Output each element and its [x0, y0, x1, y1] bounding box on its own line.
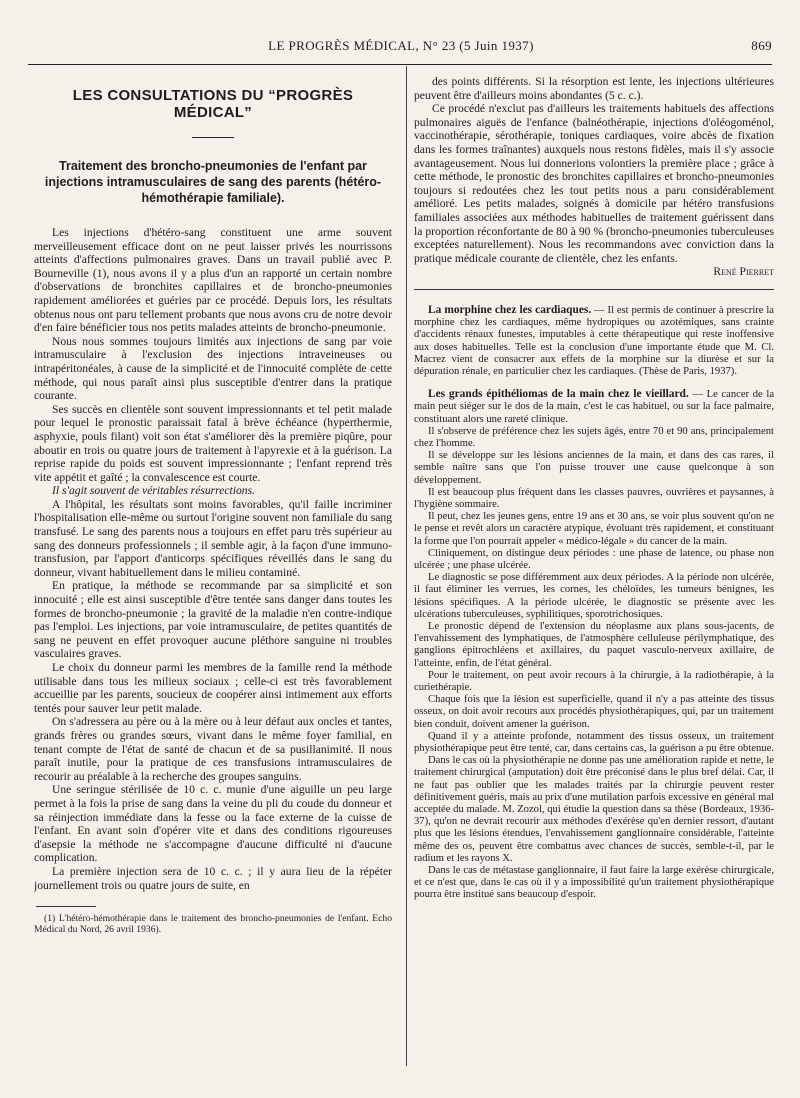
- paragraph: Le choix du donneur parmi les membres de la famille rend la méthode utilisable dans tous les milieux sociaux ; celle-ci est très favorablement accueillie par les parents, soucieux de coopérer ainsi intimement aux efforts tentés pour sauver leur petit malade.: [34, 661, 392, 715]
- note-heading: La morphine chez les cardiaques.: [428, 303, 592, 316]
- paragraph: Les injections d'hétéro-sang constituent une arme souvent merveilleusement efficace dont on ne peut laisser privés les nourrissons atteints d'affections pulmonaires graves. Dans un travail publié avec P. Bourneville (1), nous avons il y a plus d'un an rapporté un certain nombre d'observations de bronchites capillaires et de broncho-pneumonies rapidement améliorées et guéries par ce procédé. Depuis lors, les résultats obtenus nous ont paru tellement probants que nous avons cru de notre devoir d'en faire bénéficier tous nos petits malades atteints de broncho-pneumonie.: [34, 226, 392, 335]
- paragraph: On s'adressera au père ou à la mère ou à leur défaut aux oncles et tantes, grands frères ou grandes sœurs, vivant dans le même foyer familial, en tenant compte de l'état de santé de chacun et de sa pusillanimité. Il nous paraît inutile, pour la pratique de ces transfusions intramusculaires de recourir au préalable à la recherche des groupes sanguins.: [34, 715, 392, 783]
- title-rule: [192, 137, 234, 138]
- note-epitheliomas: [414, 388, 774, 426]
- note-morphine: [414, 304, 774, 378]
- paragraph-italic: [34, 484, 392, 498]
- running-title: LE PROGRÈS MÉDICAL, N° 23 (5 Juin 1937): [268, 38, 534, 53]
- paragraph: Le diagnostic se pose différemment aux deux périodes. A la période non ulcérée, il faut éliminer les verrues, les cornes, les chéloïdes, les tumeurs bénignes, les lésions spécifiques. A la période ulcérée, le diagnostic se présente avec les ulcérations tuberculeuses, syphilitiques, sporotrichosiques.: [414, 572, 774, 620]
- paragraph-italic-text: Il s'agit souvent de véritables résurrections.: [52, 484, 255, 498]
- right-column: [414, 75, 774, 1075]
- paragraph: En pratique, la méthode se recommande par sa simplicité et son innocuité ; elle est ainsi susceptible d'être tentée sans danger dans toutes les formes de broncho-pneumonie ; la gravité de la maladie n'en contre-indique pas l'emploi. Les injections, par voie intramusculaire, de petites quantités de sang ne peuvent en effet provoquer aucune pléthore sanguine ni troubles vasculaires graves.: [34, 579, 392, 661]
- paragraph: Cliniquement, on distingue deux périodes : une phase de latence, ou phase non ulcérée ; une phase ulcérée.: [414, 547, 774, 571]
- paragraph: Il est beaucoup plus fréquent dans les classes pauvres, ouvrières et paysannes, à l'hygiène sommaire.: [414, 486, 774, 510]
- paragraph: des points différents. Si la résorption est lente, les injections ultérieures peuvent être d'ailleurs moins abondantes (5 c. c.).: [414, 75, 774, 102]
- paragraph: Une seringue stérilisée de 10 c. c. munie d'une aiguille un peu large permet à la fois la prise de sang dans la veine du pli du coude du donneur et sa réinjection immédiate dans la fesse ou la face externe de la cuisse de l'enfant. En avant soin d'opérer vite et dans des conditions rigoureuses d'asepsie la méthode ne s'accompagne d'aucune difficulté ni d'aucune complication.: [34, 783, 392, 865]
- paragraph: A l'hôpital, les résultats sont moins favorables, qu'il faille incriminer l'hospitalisation elle-même ou surtout l'origine souvent non familiale du sang transfusé. Le sang des parents nous a toujours en effet paru très supérieur au sang des donneurs professionnels ; il semble agir, à la façon d'une immuno-transfusion, par l'apport d'anticorps spécifiques réveillés dans le sang du donneur, vivant habituellement dans le milieu contaminé.: [34, 497, 392, 579]
- paragraph: Chaque fois que la lésion est superficielle, quand il n'y a pas atteinte des tissus osseux, on doit avoir recours aux procédés physiothérapiques, qui, par un traitement bien conduit, doivent amener la guérison.: [414, 694, 774, 730]
- paragraph: Il s'observe de préférence chez les sujets âgés, entre 70 et 90 ans, principalement chez l'homme.: [414, 425, 774, 449]
- spacer: [414, 378, 774, 388]
- paragraph: Dans le cas où la physiothérapie ne donne pas une amélioration rapide et nette, le traitement chirurgical (amputation) doit être préconisé dans le plus bref délai. Car, il ne faut pas oublier que les malades traités par la chirurgie peuvent rester définitivement guéris, mais au prix d'une mutilation parfois excessive en général mal acceptée du malade. M. Zozol, qui étudie la question dans sa thèse (Bordeaux, 1936-37), qu'on ne devrait recourir aux méthodes d'exérèse qu'en dernier ressort, d'autant plus que les lésions étendues, l'envahissement ganglionnaire considérable, l'atteinte même des os, peuvent être combattus avec chances de succès, semble-t-il, par le radium et les rayons X.: [414, 755, 774, 864]
- note-text: — Il est permis de continuer à prescrire la morphine chez les cardiaques, même hydropiques ou azotémiques, sans crainte d'accidents rénaux funestes, imputables à cette thérapeutique qui reste inoffensive aux doses habituelles. Telle est la conclusion d'une importante étude que M. Cl. Macrez vient de consacrer aux effets de la morphine sur la diurèse et sur la dépuration rénale, en particulier chez les cardiaques. (Thèse de Paris, 1937).: [414, 304, 774, 377]
- header-rule: [28, 64, 772, 65]
- page-number: 869: [751, 38, 772, 53]
- paragraph: Il peut, chez les jeunes gens, entre 19 ans et 30 ans, se voir plus souvent qu'on ne le pense et revêt alors un caractère atypique, évoluant très rapidement, et constituant la forme que l'on pourrait appeler « médico-légale » du cancer de la main.: [414, 511, 774, 547]
- column-divider: [406, 66, 407, 1066]
- paragraph: Ce procédé n'exclut pas d'ailleurs les traitements habituels des affections pulmonaires aiguës de l'enfance (balnéothérapie, injections d'oléogoménol, vaccinothérapie, sérothérapie, toniques cardiaques, voire abcès de fixation dans les formes traînantes) auxquels nous restons fidèles, mais il s'y associe avantageusement. Nous lui donnerions volontiers la première place ; grâce à cette méthode, le pronostic des bronchites capillaires et broncho-pneumonies toujours si redoutées chez les tout petits nous a paru considérablement amélioré. Les petits malades, soignés à domicile par hétéro transfusions familiales associées aux méthodes habituelles de traitement guérissent dans la proportion réconfortante de 80 à 90 % (broncho-pneumonies tuberculeuses exceptées naturellement). Nous les recommandons avec conviction dans la pratique médicale courante de clientèle, chez les enfants.: [414, 102, 774, 265]
- paragraph: Dans le cas de métastase ganglionnaire, il faut faire la large exérèse chirurgicale, et ce n'est que, dans le cas où il y a impossibilité qu'un traitement physiothérapique pourra être institué sans beaucoup d'espoir.: [414, 865, 774, 901]
- author-signature: René Pierret: [713, 265, 774, 279]
- article-title: Traitement des broncho-pneumonies de l'enfant par injections intramusculaires de sang des parents (hétéro-hémothérapie familiale).: [44, 159, 382, 205]
- running-header: [30, 38, 772, 60]
- paragraph: La première injection sera de 10 c. c. ; il y aura lieu de la répéter journellement trois ou quatre jours de suite, en: [34, 864, 392, 892]
- paragraph: Le pronostic dépend de l'extension du néoplasme aux plans sous-jacents, de l'envahissement des lymphatiques, de l'atmosphère celluleuse périlymphatique, des ganglions épitrochléens et axillaires, du paquet vasculo-nerveux axillaire, de l'atteinte, enfin, de l'état général.: [414, 620, 774, 669]
- section-separator: [414, 289, 774, 290]
- note-heading: Les grands épithéliomas de la main chez le vieillard.: [428, 388, 689, 401]
- paragraph: Pour le traitement, on peut avoir recours à la chirurgie, à la radiothérapie, à la curiethérapie.: [414, 669, 774, 693]
- footnote: (1) L'hétéro-hémothérapie dans le traitement des broncho-pneumonies de l'enfant. Echo Médical du Nord, 26 avril 1936).: [34, 913, 392, 936]
- section-title: LES CONSULTATIONS DU “PROGRÈS MÉDICAL”: [72, 87, 354, 121]
- paragraph: Quand il y a atteinte profonde, notamment des tissus osseux, un traitement physiothérapique peut être tenté, car, dans certains cas, la guérison a pu être obtenue.: [414, 730, 774, 755]
- paragraph: Ses succès en clientèle sont souvent impressionnants et tel petit malade pour lequel le pronostic paraissait fatal à brève échéance (hyperthermie, asphyxie, pouls filant) voit son état s'améliorer dès la première piqûre, pour aboutir en trois ou quatre jours de traitement à l'apyrexie et à la guérison. La reprise rapide du poids est souvent impressionnante ; l'enfant reprend très vite appétit et gaîté ; la convalescence est courte.: [34, 402, 392, 484]
- footnote-rule: [36, 906, 96, 907]
- paragraph: Nous nous sommes toujours limités aux injections de sang par voie intramusculaire à l'exclusion des injections intraveineuses ou intrapéritonéales, à cause de la simplicité et de l'innocuité complète de cette méthode, qui nous paraît ainsi plus susceptible d'entrer dans la pratique courante.: [34, 334, 392, 403]
- note-text: — Le cancer de la main peut siéger sur le dos de la main, c'est le cas habituel, ou sur la face palmaire, constituant alors une rareté clinique.: [414, 389, 774, 425]
- paragraph: Il se développe sur les lésions anciennes de la main, et dans des cas rares, il semble naître sans que l'on puisse trouver une cause quelconque à son développement.: [414, 450, 774, 486]
- left-column: [34, 75, 392, 1075]
